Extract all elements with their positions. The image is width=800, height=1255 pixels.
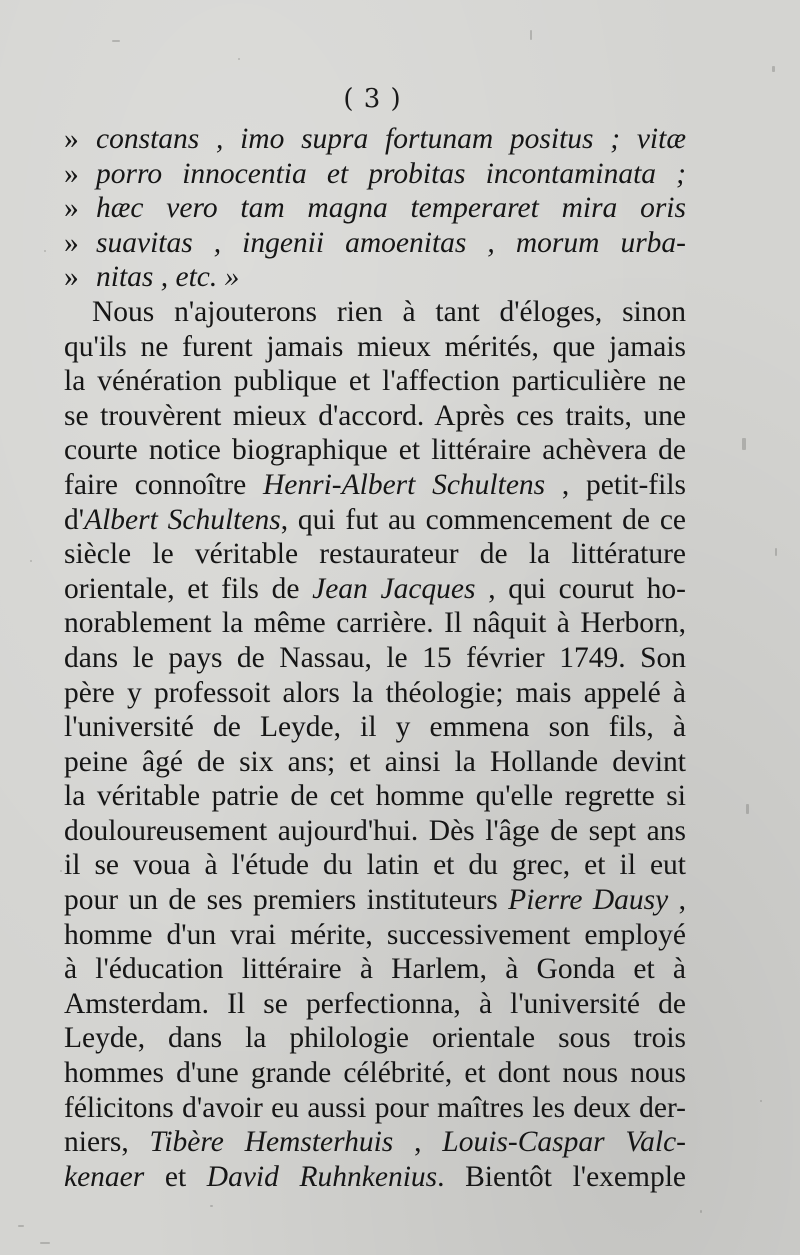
text-run: la véritable patrie de cet homme qu'elle regrette si: [64, 780, 686, 813]
text-run: peine âgé de six ans; et ainsi la Hollande devint: [64, 745, 686, 778]
paper-speck: [60, 870, 62, 872]
text-run: à l'éducation littéraire à Harlem, à Gonda et à: [64, 953, 686, 986]
text-line: [64, 745, 686, 780]
text-run: orientale, et fils de: [64, 572, 313, 605]
text-run: douloureusement aujourd'hui. Dès l'âge de sept ans: [64, 814, 686, 847]
text-run: pour un de ses premiers instituteurs: [64, 884, 509, 917]
paper-speck: [742, 438, 746, 450]
text-line: [64, 952, 686, 987]
text-run: homme d'un vrai mérite, successivement employé: [64, 918, 686, 951]
italic-text: suavitas , ingenii amoenitas , morum urba-: [96, 226, 686, 259]
text-run: faire connoître: [64, 468, 263, 501]
paper-speck: [44, 250, 46, 252]
italic-text: nitas , etc. »: [96, 261, 240, 294]
text-run: ,: [668, 884, 686, 917]
paper-speck: [40, 1242, 50, 1244]
quote-mark: »: [64, 123, 79, 155]
text-line: [64, 641, 686, 676]
text-line: [64, 330, 686, 365]
text-line: [64, 1160, 686, 1195]
text-run: Leyde, dans la philologie orientale sous trois: [64, 1022, 686, 1055]
text-run: hommes d'une grande célébrité, et dont nous nous: [64, 1057, 686, 1090]
italic-text: Albert Schultens: [84, 503, 281, 536]
italic-text: Louis-Caspar Valc-: [442, 1126, 687, 1159]
page-number: ( 3 ): [343, 84, 402, 114]
text-run: l'université de Leyde, il y emmena son fils, à: [64, 711, 686, 744]
paper-speck: [760, 1100, 762, 1102]
text-run: d': [64, 503, 85, 536]
italic-text: porro innocentia et probitas incontaminata ;: [96, 157, 686, 190]
text-line: [64, 710, 686, 745]
text-run: , qui courut ho-: [475, 572, 686, 605]
paper-speck: [112, 40, 120, 42]
text-line: [64, 1125, 686, 1160]
italic-text: hæc vero tam magna temperaret mira oris: [96, 192, 686, 225]
quote-mark: »: [64, 192, 79, 225]
text-line: [64, 572, 686, 607]
text-line: [64, 779, 686, 814]
paper-speck: [700, 1210, 702, 1213]
text-line: [64, 399, 686, 434]
text-line: [64, 191, 686, 226]
paper-speck: [775, 548, 777, 556]
text-line: [64, 503, 686, 538]
text-line: [64, 260, 686, 295]
paper-speck: [746, 804, 749, 814]
text-line: [64, 606, 686, 641]
text-run: père y professoit alors la théologie; mais appelé à: [64, 676, 686, 709]
text-line: [64, 1056, 686, 1091]
text-run: la vénération publique et l'affection particulière ne: [64, 365, 686, 398]
italic-text: constans , imo supra fortunam positus ; vitæ: [96, 123, 686, 155]
text-run: il se voua à l'étude du latin et du grec, et il eut: [64, 849, 686, 882]
quote-mark: »: [64, 157, 79, 190]
italic-text: Jean Jacques: [312, 572, 476, 605]
paper-speck: [530, 30, 532, 40]
paper-speck: [30, 560, 32, 562]
italic-text: Tibère Hemsterhuis: [149, 1126, 394, 1159]
text-run: , petit-fils: [545, 468, 686, 501]
paper-speck: [18, 1225, 24, 1227]
paper-speck: [210, 1205, 213, 1207]
text-line: [64, 1091, 686, 1126]
italic-text: David Ruhnkenius: [206, 1160, 438, 1193]
text-line: [64, 883, 686, 918]
text-run: , qui fut au commencement de ce: [280, 503, 687, 536]
italic-text: Henri-Albert Schultens: [262, 468, 546, 501]
text-run: courte notice biographique et littéraire achèvera de: [64, 434, 686, 467]
text-run: siècle le véritable restaurateur de la littérature: [64, 538, 686, 571]
text-run: ,: [393, 1126, 443, 1159]
text-line: [64, 468, 686, 503]
text-line: [64, 814, 686, 849]
paper-speck: [238, 58, 240, 60]
text-run: qu'ils ne furent jamais mieux mérités, que jamais: [64, 330, 686, 363]
text-line: [64, 676, 686, 711]
text-line: [64, 364, 686, 399]
text-line: [64, 987, 686, 1022]
text-line: [64, 848, 686, 883]
paper-speck: [772, 66, 775, 72]
text-line: [64, 122, 686, 157]
text-run: Nous n'ajouterons rien à tant d'éloges, sinon: [92, 295, 686, 328]
text-run: . Bientôt l'exemple: [437, 1160, 687, 1193]
italic-text: Pierre Dausy: [508, 884, 669, 917]
text-line: [64, 157, 686, 192]
quote-mark: »: [64, 226, 79, 259]
text-line: [64, 295, 686, 330]
text-line: [64, 433, 686, 468]
text-run: dans le pays de Nassau, le 15 février 1749. Son: [64, 641, 686, 674]
text-run: Amsterdam. Il se perfectionna, à l'université de: [64, 987, 686, 1020]
text-line: [64, 537, 686, 572]
text-run: se trouvèrent mieux d'accord. Après ces traits, une: [64, 399, 686, 432]
text-line: [64, 1021, 686, 1056]
body-text: [64, 122, 686, 1194]
text-run: félicitons d'avoir eu aussi pour maîtres les deux der-: [64, 1091, 686, 1124]
text-run: norablement la même carrière. Il nâquit à Herborn,: [64, 607, 686, 640]
text-line: [64, 226, 686, 261]
text-run: niers,: [64, 1126, 150, 1159]
text-line: [64, 918, 686, 953]
italic-text: kenaer: [64, 1160, 145, 1193]
text-run: et: [144, 1160, 207, 1193]
quote-mark: »: [64, 261, 79, 294]
